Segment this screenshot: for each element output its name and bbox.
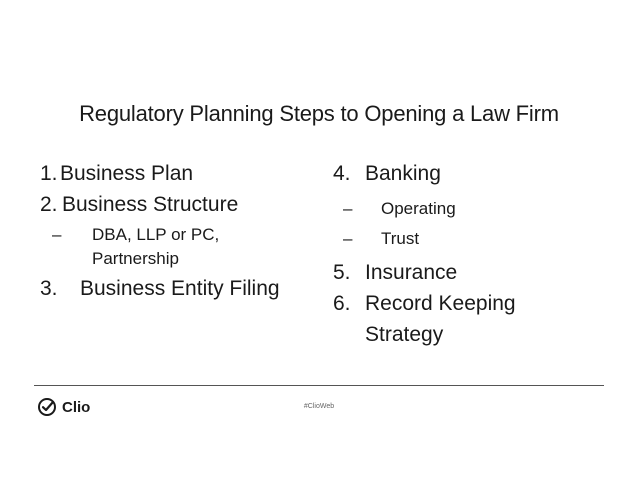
logo-text: Clio bbox=[62, 398, 91, 416]
list-text-line: Strategy bbox=[365, 323, 444, 346]
list-number: 6. bbox=[333, 292, 351, 315]
list-text: Business Structure bbox=[62, 193, 239, 216]
list-text: Insurance bbox=[365, 261, 458, 284]
slide-title: Regulatory Planning Steps to Opening a Law Firm bbox=[79, 101, 559, 126]
sub-list-item bbox=[333, 224, 613, 254]
list-text: Business Plan bbox=[60, 162, 194, 185]
dash: – bbox=[52, 225, 62, 244]
list-number: 2. bbox=[40, 193, 58, 216]
list-item bbox=[40, 189, 310, 220]
list-number: 1. bbox=[40, 162, 58, 185]
list-text-line: Record Keeping bbox=[365, 292, 516, 315]
right-column bbox=[333, 158, 613, 350]
list-text: Banking bbox=[365, 162, 441, 185]
left-column bbox=[40, 158, 310, 304]
sub-list-text-line: DBA, LLP or PC, bbox=[92, 225, 220, 244]
list-number: 3. bbox=[40, 277, 58, 300]
list-item bbox=[40, 158, 310, 189]
list-item bbox=[40, 273, 310, 304]
list-number: 5. bbox=[333, 261, 351, 284]
sub-list-text: Trust bbox=[381, 229, 420, 248]
sub-list-item bbox=[333, 194, 613, 224]
list-number: 4. bbox=[333, 162, 351, 185]
list-item bbox=[333, 257, 613, 288]
hashtag: #ClioWeb bbox=[303, 403, 335, 410]
list-text: Business Entity Filing bbox=[80, 277, 280, 300]
sub-list-text: Operating bbox=[381, 199, 456, 218]
list-item bbox=[333, 158, 613, 189]
dash: – bbox=[343, 229, 353, 248]
list-item bbox=[333, 288, 613, 350]
dash: – bbox=[343, 199, 353, 218]
sub-list-item bbox=[40, 223, 310, 271]
footer-divider bbox=[34, 385, 604, 386]
sub-list-text-line: Partnership bbox=[92, 249, 179, 268]
